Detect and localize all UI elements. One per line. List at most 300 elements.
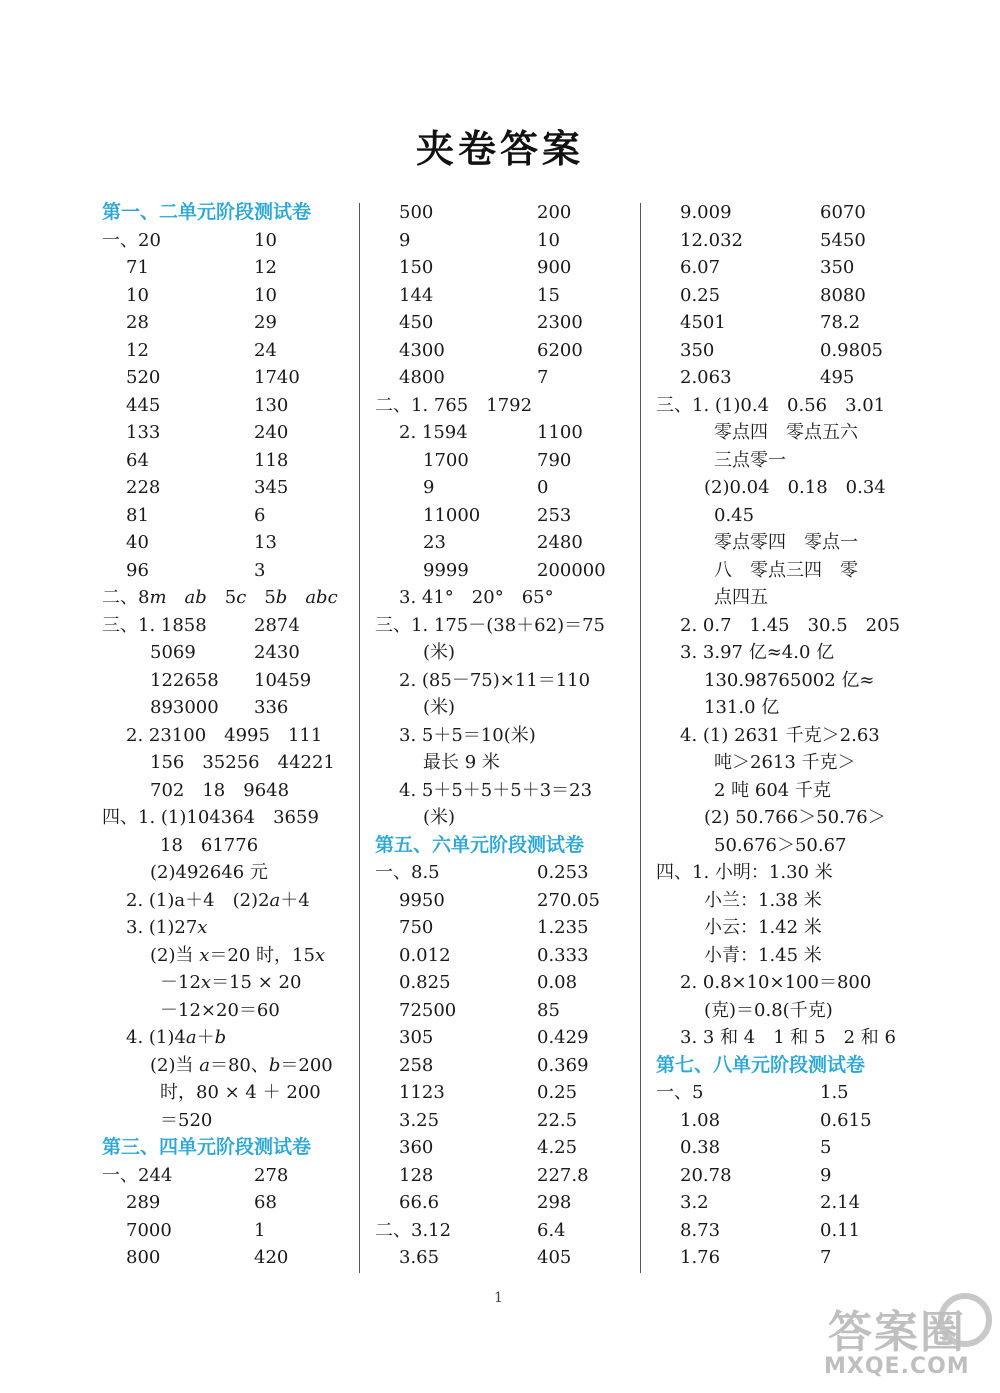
answer-text: (克)＝0.8(千克) xyxy=(704,999,833,1021)
answer-text: (2)当 a＝80、b＝200 xyxy=(150,1054,333,1076)
answer-line xyxy=(102,474,357,502)
answer-text: 四、1. (1)104364 3659 xyxy=(102,807,319,828)
answer-line xyxy=(656,887,916,915)
answer-value: 3 xyxy=(254,559,266,581)
answer-value: 2874 xyxy=(254,614,300,636)
answer-value: 0.08 xyxy=(537,972,578,993)
answer-text: 一、244 xyxy=(102,1164,173,1186)
answer-line xyxy=(102,282,357,310)
answer-line xyxy=(375,722,637,750)
watermark-text: 答案圈 xyxy=(828,1307,966,1358)
answer-value: 78.2 xyxy=(820,312,861,333)
answer-line xyxy=(375,254,637,282)
answer-text: 2. (1)a＋4 (2)2a＋4 xyxy=(126,889,310,911)
answer-text: 3.25 xyxy=(399,1109,440,1131)
answer-text: 156 35256 44221 xyxy=(150,752,335,773)
answer-line xyxy=(375,447,637,475)
answer-value: 278 xyxy=(254,1164,289,1186)
answer-text: 23 xyxy=(423,532,446,553)
answer-text: (2)0.04 0.18 0.34 xyxy=(704,477,886,498)
answer-value: 0 xyxy=(537,477,549,498)
answer-line xyxy=(102,667,357,695)
answer-line xyxy=(656,199,916,227)
answer-line xyxy=(102,942,357,970)
answer-text: 72500 xyxy=(399,999,457,1021)
answer-line xyxy=(102,584,357,612)
answer-text: 144 xyxy=(399,284,434,306)
answer-line xyxy=(375,557,637,585)
answer-text: 10 xyxy=(126,284,149,306)
answer-value: 9 xyxy=(820,1164,832,1186)
answer-line xyxy=(656,969,916,997)
answer-line xyxy=(102,529,357,557)
answer-line xyxy=(375,1244,637,1272)
answer-text: 40 xyxy=(126,532,149,553)
answer-text: 零点四 零点五六 xyxy=(714,422,858,443)
answer-value: 345 xyxy=(254,477,289,498)
answer-line xyxy=(656,557,916,585)
answer-text: 4. (1) 2631 千克＞2.63 xyxy=(680,724,880,746)
answer-line xyxy=(375,942,637,970)
answer-value: 4.25 xyxy=(537,1137,578,1158)
answer-line xyxy=(375,529,637,557)
answer-text: 450 xyxy=(399,312,434,333)
answer-line xyxy=(375,584,637,612)
answer-line xyxy=(102,722,357,750)
answer-line xyxy=(102,777,357,805)
answer-value: 6200 xyxy=(537,339,583,361)
answer-text: 64 xyxy=(126,449,149,471)
answer-text: 2. (85－75)×11＝110 xyxy=(399,669,591,691)
answer-text: 4. (1)4a＋b xyxy=(126,1027,227,1048)
answer-text: 0.25 xyxy=(680,284,721,306)
answer-line xyxy=(656,309,916,337)
answer-value: 336 xyxy=(254,697,289,718)
answer-text: 12 xyxy=(126,339,149,361)
answer-line xyxy=(375,859,637,887)
answer-line xyxy=(656,419,916,447)
answer-line xyxy=(375,804,637,832)
answer-line xyxy=(102,969,357,997)
answer-line xyxy=(375,694,637,722)
answer-line xyxy=(656,749,916,777)
answer-line xyxy=(102,612,357,640)
answer-line xyxy=(375,749,637,777)
answer-text: －12x＝15 × 20 xyxy=(160,972,302,993)
answer-text: 0.825 xyxy=(399,972,451,993)
answer-line xyxy=(102,914,357,942)
answer-value: 6 xyxy=(254,504,266,526)
answer-line xyxy=(375,969,637,997)
answer-value: 0.11 xyxy=(820,1219,861,1241)
answer-text: 122658 xyxy=(150,669,219,691)
answer-line xyxy=(102,639,357,667)
answer-text: 350 xyxy=(680,339,715,361)
answer-text: 1.76 xyxy=(680,1247,721,1268)
answer-line xyxy=(375,419,637,447)
answer-text: 9950 xyxy=(399,889,445,911)
answer-text: 11000 xyxy=(423,504,481,526)
answer-text: (米) xyxy=(423,807,456,828)
answer-text: 吨＞2613 千克＞ xyxy=(714,752,856,773)
answer-value: 253 xyxy=(537,504,572,526)
answer-text: 4800 xyxy=(399,367,445,388)
answer-text: 二、1. 765 1792 xyxy=(375,394,533,416)
answer-value: 270.05 xyxy=(537,889,600,911)
answer-line xyxy=(656,1107,916,1135)
watermark-logo xyxy=(820,1290,995,1390)
answer-line xyxy=(102,859,357,887)
answer-value: 1740 xyxy=(254,367,300,388)
answer-text: 一、5 xyxy=(656,1082,704,1103)
answer-value: 0.615 xyxy=(820,1109,872,1131)
answer-value: 7 xyxy=(820,1247,832,1268)
answer-text: 228 xyxy=(126,477,161,498)
answer-text: 28 xyxy=(126,312,149,333)
page-title: 夹卷答案 xyxy=(415,126,584,171)
answer-line xyxy=(102,997,357,1025)
answer-text: 4300 xyxy=(399,339,445,361)
answer-line xyxy=(102,502,357,530)
answer-text: 0.45 xyxy=(714,504,755,526)
answer-text: 6.07 xyxy=(680,257,721,278)
answer-line xyxy=(656,694,916,722)
answer-line xyxy=(656,612,916,640)
answer-line xyxy=(102,1189,357,1217)
answer-text: 三、1. (1)0.4 0.56 3.01 xyxy=(656,394,886,416)
answer-text: 128 xyxy=(399,1164,434,1186)
answer-line xyxy=(656,804,916,832)
page-number: 1 xyxy=(494,1290,503,1306)
answer-text: 305 xyxy=(399,1027,434,1048)
answer-line xyxy=(656,447,916,475)
answer-line xyxy=(656,474,916,502)
answer-line xyxy=(656,254,916,282)
answer-line xyxy=(656,502,916,530)
answer-value: 10 xyxy=(254,284,277,306)
answer-value: 2.14 xyxy=(820,1192,861,1213)
answer-line xyxy=(102,337,357,365)
answer-text: 三、1. 1858 xyxy=(102,614,207,636)
answer-value: 0.9805 xyxy=(820,339,883,361)
answer-line xyxy=(375,639,637,667)
answer-line xyxy=(102,694,357,722)
answer-text: 零点零四 零点一 xyxy=(714,532,858,553)
answer-value: 420 xyxy=(254,1247,289,1268)
answer-line xyxy=(375,1162,637,1190)
answer-text: ＝520 xyxy=(160,1109,213,1131)
answer-text: 八 零点三四 零 xyxy=(714,559,858,581)
answer-text: (2)492646 元 xyxy=(150,862,268,883)
answer-value: 8080 xyxy=(820,284,866,306)
answer-value: 130 xyxy=(254,394,289,416)
answer-text: 4501 xyxy=(680,312,726,333)
answer-value: 495 xyxy=(820,367,855,388)
answer-text: 750 xyxy=(399,917,434,938)
answer-line xyxy=(656,859,916,887)
answer-line xyxy=(375,282,637,310)
answer-text: 2. 0.8×10×100＝800 xyxy=(680,972,872,993)
answer-value: 0.253 xyxy=(537,862,589,883)
answer-value: 5 xyxy=(820,1137,832,1158)
column-divider-1 xyxy=(359,203,360,1273)
answer-value: 118 xyxy=(254,449,289,471)
answer-line xyxy=(375,309,637,337)
answer-value: 1.235 xyxy=(537,917,589,938)
answer-line xyxy=(656,1162,916,1190)
answer-text: 360 xyxy=(399,1137,434,1158)
answer-text: 2. 0.7 1.45 30.5 205 xyxy=(680,614,901,636)
answer-text: 3. 3.97 亿≈4.0 亿 xyxy=(680,642,835,663)
answer-line xyxy=(656,722,916,750)
answer-text: 66.6 xyxy=(399,1192,440,1213)
answer-line xyxy=(102,557,357,585)
answer-value: 10 xyxy=(254,229,277,251)
section-heading: 第一、二单元阶段测试卷 xyxy=(102,201,312,223)
answer-value: 15 xyxy=(537,284,560,306)
answer-text: 1123 xyxy=(399,1082,445,1103)
answer-value: 2430 xyxy=(254,642,300,663)
answer-value: 790 xyxy=(537,449,572,471)
answer-text: 一、8.5 xyxy=(375,862,440,883)
answer-text: 9.009 xyxy=(680,202,732,223)
answer-text: 50.676＞50.67 xyxy=(714,834,847,856)
answer-value: 1 xyxy=(254,1219,266,1241)
answer-value: 7 xyxy=(537,367,549,388)
answer-text: (米) xyxy=(423,697,456,718)
answer-value: 350 xyxy=(820,257,855,278)
answer-line xyxy=(375,364,637,392)
answer-text: 三点零一 xyxy=(714,449,786,471)
answer-column-1 xyxy=(102,199,357,1272)
answer-text: 131.0 亿 xyxy=(704,697,780,718)
answer-line xyxy=(375,392,637,420)
answer-line xyxy=(102,1024,357,1052)
answer-line xyxy=(102,887,357,915)
answer-line xyxy=(102,227,357,255)
answer-text: 3. 3 和 4 1 和 5 2 和 6 xyxy=(680,1027,896,1048)
answer-line xyxy=(375,1024,637,1052)
answer-text: 71 xyxy=(126,257,149,278)
answer-text: 800 xyxy=(126,1247,161,1268)
answer-value: 22.5 xyxy=(537,1109,578,1131)
answer-line xyxy=(375,1217,637,1245)
answer-text: 3. 41° 20° 65° xyxy=(399,587,554,608)
answer-text: 3.2 xyxy=(680,1192,709,1213)
answer-text: 4. 5＋5＋5＋5＋3＝23 xyxy=(399,779,593,801)
answer-line xyxy=(375,1052,637,1080)
answer-value: 1.5 xyxy=(820,1082,849,1103)
answer-text: 9 xyxy=(423,477,435,498)
answer-text: 3.65 xyxy=(399,1247,440,1268)
answer-line xyxy=(656,667,916,695)
answer-value: 200000 xyxy=(537,559,606,581)
answer-line xyxy=(656,337,916,365)
answer-value: 0.25 xyxy=(537,1082,578,1103)
answer-value: 200 xyxy=(537,202,572,223)
answer-value: 10459 xyxy=(254,669,312,691)
answer-text: 9999 xyxy=(423,559,469,581)
answer-value: 0.369 xyxy=(537,1054,589,1076)
answer-column-3 xyxy=(656,199,916,1272)
answer-line xyxy=(102,254,357,282)
answer-line xyxy=(102,1162,357,1190)
answer-text: 3. (1)27x xyxy=(126,917,208,938)
answer-text: 0.38 xyxy=(680,1137,721,1158)
answer-text: 1700 xyxy=(423,449,469,471)
answer-value: 2300 xyxy=(537,312,583,333)
answer-line xyxy=(375,199,637,227)
answer-text: 18 61776 xyxy=(160,834,259,856)
answer-value: 298 xyxy=(537,1192,572,1213)
answer-text: 289 xyxy=(126,1192,161,1213)
section-heading: 第三、四单元阶段测试卷 xyxy=(102,1136,312,1158)
answer-line xyxy=(102,419,357,447)
answer-text: (米) xyxy=(423,642,456,663)
answer-line xyxy=(656,584,916,612)
answer-value: 405 xyxy=(537,1247,572,1268)
answer-line xyxy=(375,887,637,915)
answer-text: 445 xyxy=(126,394,161,416)
answer-text: 四、1. 小明：1.30 米 xyxy=(656,862,833,883)
watermark-url: MXQE.COM xyxy=(824,1354,970,1379)
answer-text: 二、3.12 xyxy=(375,1219,452,1241)
answer-text: 702 18 9648 xyxy=(150,779,290,801)
answer-line xyxy=(102,1217,357,1245)
answer-line xyxy=(375,227,637,255)
answer-line xyxy=(375,997,637,1025)
answer-line xyxy=(656,1217,916,1245)
answer-text: 12.032 xyxy=(680,229,743,251)
answer-line xyxy=(656,1189,916,1217)
answer-text: 0.012 xyxy=(399,944,451,966)
answer-text: 258 xyxy=(399,1054,434,1076)
answer-line xyxy=(656,997,916,1025)
answer-line xyxy=(375,1107,637,1135)
answer-value: 13 xyxy=(254,532,277,553)
answer-line xyxy=(375,914,637,942)
answer-line xyxy=(656,282,916,310)
answer-text: 5069 xyxy=(150,642,196,663)
answer-column-2 xyxy=(375,199,637,1272)
answer-text: 520 xyxy=(126,367,161,388)
answer-line xyxy=(656,942,916,970)
answer-text: (2)当 x＝20 时，15x xyxy=(150,944,326,966)
answer-text: 2 吨 604 千克 xyxy=(714,779,831,801)
column-divider-2 xyxy=(640,203,641,1273)
answer-line xyxy=(656,832,916,860)
answer-value: 10 xyxy=(537,229,560,251)
answer-line xyxy=(102,1107,357,1135)
answer-text: 时，80 × 4 ＋ 200 xyxy=(160,1082,321,1103)
answer-line xyxy=(656,1024,916,1052)
answer-line xyxy=(656,914,916,942)
answer-text: 81 xyxy=(126,504,149,526)
answer-line xyxy=(375,1079,637,1107)
answer-value: 2480 xyxy=(537,532,583,553)
answer-text: 小云：1.42 米 xyxy=(704,917,822,938)
answer-line xyxy=(656,1079,916,1107)
answer-text: 150 xyxy=(399,257,434,278)
answer-value: 6070 xyxy=(820,202,866,223)
answer-text: 点四五 xyxy=(714,587,768,608)
answer-text: 小兰：1.38 米 xyxy=(704,889,822,911)
answer-line xyxy=(102,1244,357,1272)
answer-value: 900 xyxy=(537,257,572,278)
answer-value: 1100 xyxy=(537,422,583,443)
answer-text: 20.78 xyxy=(680,1164,732,1186)
answer-line xyxy=(375,474,637,502)
answer-text: 130.98765002 亿≈ xyxy=(704,669,875,691)
answer-line xyxy=(375,1189,637,1217)
answer-value: 12 xyxy=(254,257,277,278)
answer-text: 2. 1594 xyxy=(399,422,468,443)
answer-text: 133 xyxy=(126,422,161,443)
answer-line xyxy=(656,1134,916,1162)
answer-text: 9 xyxy=(399,229,411,251)
answer-value: 227.8 xyxy=(537,1164,589,1186)
answer-line xyxy=(656,1244,916,1272)
answer-text: 2.063 xyxy=(680,367,732,388)
answer-line xyxy=(656,364,916,392)
answer-text: 1.08 xyxy=(680,1109,721,1131)
answer-text: 8.73 xyxy=(680,1219,721,1241)
answer-line xyxy=(375,337,637,365)
answer-text: 三、1. 175－(38＋62)＝75 xyxy=(375,614,606,636)
answer-line xyxy=(656,777,916,805)
answer-value: 68 xyxy=(254,1192,277,1213)
section-heading: 第五、六单元阶段测试卷 xyxy=(375,833,585,856)
answer-line xyxy=(375,667,637,695)
answer-text: 二、8m ab 5c 5b abc xyxy=(102,587,338,608)
answer-line xyxy=(656,639,916,667)
answer-line xyxy=(656,227,916,255)
answer-value: 29 xyxy=(254,312,277,333)
answer-text: 7000 xyxy=(126,1219,172,1241)
answer-text: 500 xyxy=(399,202,434,223)
answer-line xyxy=(102,1052,357,1080)
answer-text: 3. 5＋5＝10(米) xyxy=(399,724,536,746)
answer-line xyxy=(102,392,357,420)
answer-value: 85 xyxy=(537,999,560,1021)
answer-line xyxy=(102,309,357,337)
answer-value: 5450 xyxy=(820,229,866,251)
answer-line xyxy=(375,777,637,805)
answer-line xyxy=(102,1079,357,1107)
answer-text: 893000 xyxy=(150,697,219,718)
answer-text: 一、20 xyxy=(102,229,161,251)
answer-value: 6.4 xyxy=(537,1219,566,1241)
answer-line xyxy=(102,804,357,832)
answer-text: 2. 23100 4995 111 xyxy=(126,724,323,746)
answer-text: 小青：1.45 米 xyxy=(704,944,822,966)
answer-text: 96 xyxy=(126,559,149,581)
answer-line xyxy=(102,364,357,392)
answer-line xyxy=(102,447,357,475)
answer-line xyxy=(656,529,916,557)
answer-value: 0.333 xyxy=(537,944,589,966)
answer-line xyxy=(656,392,916,420)
answer-value: 24 xyxy=(254,339,277,361)
answer-text: －12×20＝60 xyxy=(160,999,280,1021)
answer-line xyxy=(375,1134,637,1162)
answer-line xyxy=(102,832,357,860)
answer-line xyxy=(102,749,357,777)
answer-text: 最长 9 米 xyxy=(423,752,500,773)
answer-line xyxy=(375,502,637,530)
answer-line xyxy=(375,612,637,640)
answer-text: (2) 50.766＞50.76＞ xyxy=(704,807,886,828)
